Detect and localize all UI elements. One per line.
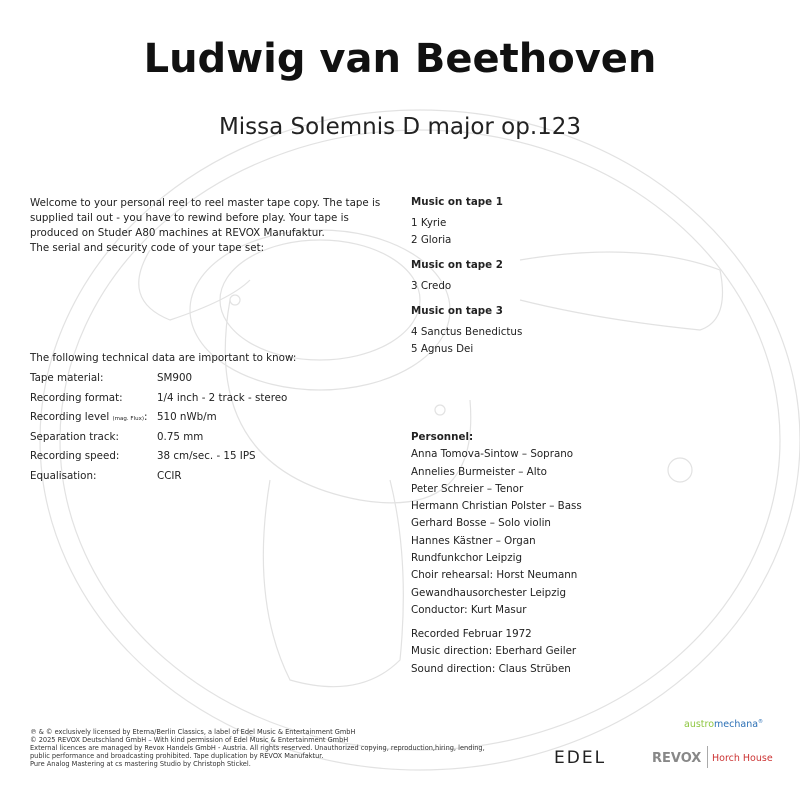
tape-2 <box>411 259 503 297</box>
tech-label: Tape material: <box>30 372 104 384</box>
tech-row <box>30 470 287 490</box>
tech-value: CCIR <box>157 469 182 482</box>
logo-text: mechana <box>714 719 759 731</box>
tech-label: Recording level <box>30 411 113 423</box>
intro-paragraph: Welcome to your personal reel to reel master tape copy. The tape is supplied tail out - you have to rewind before play. Your tape is produced on Studer A80 machines at REVOX Manufaktur. <box>30 197 381 239</box>
personnel-item: Anna Tomova-Sintow – Soprano <box>411 448 574 461</box>
footer-line: External licences are managed by Revox Handels GmbH - Austria. All rights reserved. Unauthorized copying, reproduction,hiring, lending, <box>30 744 485 752</box>
composer-title: Ludwig van Beethoven <box>143 36 657 82</box>
track-item: 5 Agnus Dei <box>411 343 474 356</box>
personnel-item: Conductor: Kurt Masur <box>411 603 527 616</box>
track-item: 2 Gloria <box>411 234 452 247</box>
personnel-item: Annelies Burmeister – Alto <box>411 465 547 478</box>
tech-value: SM900 <box>157 372 193 384</box>
footer-line: public performance and broadcasting prohibited. Tape duplication by REVOX Manufaktur. <box>30 752 324 760</box>
personnel-item: Choir rehearsal: Horst Neumann <box>411 569 578 582</box>
tech-heading: The following technical data are important to know: <box>30 352 297 364</box>
personnel-item: Gewandhausorchester Leipzig <box>411 586 566 599</box>
track-item: 4 Sanctus Benedictus <box>411 326 523 338</box>
tech-value: 1/4 inch - 2 track - stereo <box>157 391 288 404</box>
tech-value: 0.75 mm <box>157 430 204 443</box>
tech-label: Recording format: <box>30 391 123 404</box>
tape-1 <box>411 196 503 252</box>
personnel-item: Rundfunkchor Leipzig <box>411 552 523 565</box>
tech-row <box>30 431 287 451</box>
tech-value: 38 cm/sec. - 15 IPS <box>157 450 256 462</box>
austromechana-logo <box>684 719 763 730</box>
personnel-item: Gerhard Bosse – Solo violin <box>411 517 551 530</box>
intro-text <box>30 196 400 256</box>
tech-label: Separation track: <box>30 430 119 443</box>
track-item: 1 Kyrie <box>411 217 447 229</box>
tech-label: Equalisation: <box>30 469 97 482</box>
tape-heading: Music on tape 2 <box>411 259 503 271</box>
personnel-list <box>411 431 582 621</box>
tech-label: Recording speed: <box>30 450 120 462</box>
personnel-item: Peter Schreier – Tenor <box>411 482 524 495</box>
footer-line: Pure Analog Mastering at cs mastering Studio by Christoph Stickel. <box>30 760 251 768</box>
recording-credits <box>411 628 576 680</box>
logo-text: ® <box>758 719 764 725</box>
tech-note: (mag. Flux) <box>112 416 144 422</box>
logo-divider <box>707 746 708 768</box>
credit-item: Music direction: Eberhard Geiler <box>411 645 577 658</box>
tech-value: 510 nWb/m <box>157 411 217 423</box>
tape-3 <box>411 305 522 361</box>
track-item: 3 Credo <box>411 280 452 292</box>
credit-item: Sound direction: Claus Strüben <box>411 662 571 675</box>
personnel-item: Hermann Christian Polster – Bass <box>411 500 582 513</box>
tape-heading: Music on tape 3 <box>411 305 503 317</box>
tech-data-table <box>30 372 287 489</box>
credit-item: Recorded Februar 1972 <box>411 628 532 640</box>
legal-footer <box>30 728 485 768</box>
revox-logo: REVOX <box>652 751 702 766</box>
footer-line: © 2025 REVOX Deutschland GmbH – With kind permission of Edel Music & Entertainment GmbH <box>30 736 349 744</box>
tech-row <box>30 372 287 392</box>
tech-row: Recording level (mag. Flux): 510 nWb/m <box>30 411 287 431</box>
serial-code-label: The serial and security code of your tape set: <box>30 242 265 254</box>
personnel-item: Hannes Kästner – Organ <box>411 534 536 547</box>
edel-logo: EDEL <box>554 748 607 768</box>
personnel-heading: Personnel: <box>411 431 474 443</box>
work-subtitle: Missa Solemnis D major op.123 <box>218 114 582 140</box>
tape-heading: Music on tape 1 <box>411 196 503 208</box>
logo-text: austro <box>684 719 715 731</box>
horch-house-logo: Horch House <box>712 753 773 764</box>
tech-row <box>30 450 287 470</box>
tech-row <box>30 392 287 412</box>
footer-line: ℗ & © exclusively licensed by Eterna/Berlin Classics, a label of Edel Music & Entertainment GmbH <box>30 728 356 736</box>
